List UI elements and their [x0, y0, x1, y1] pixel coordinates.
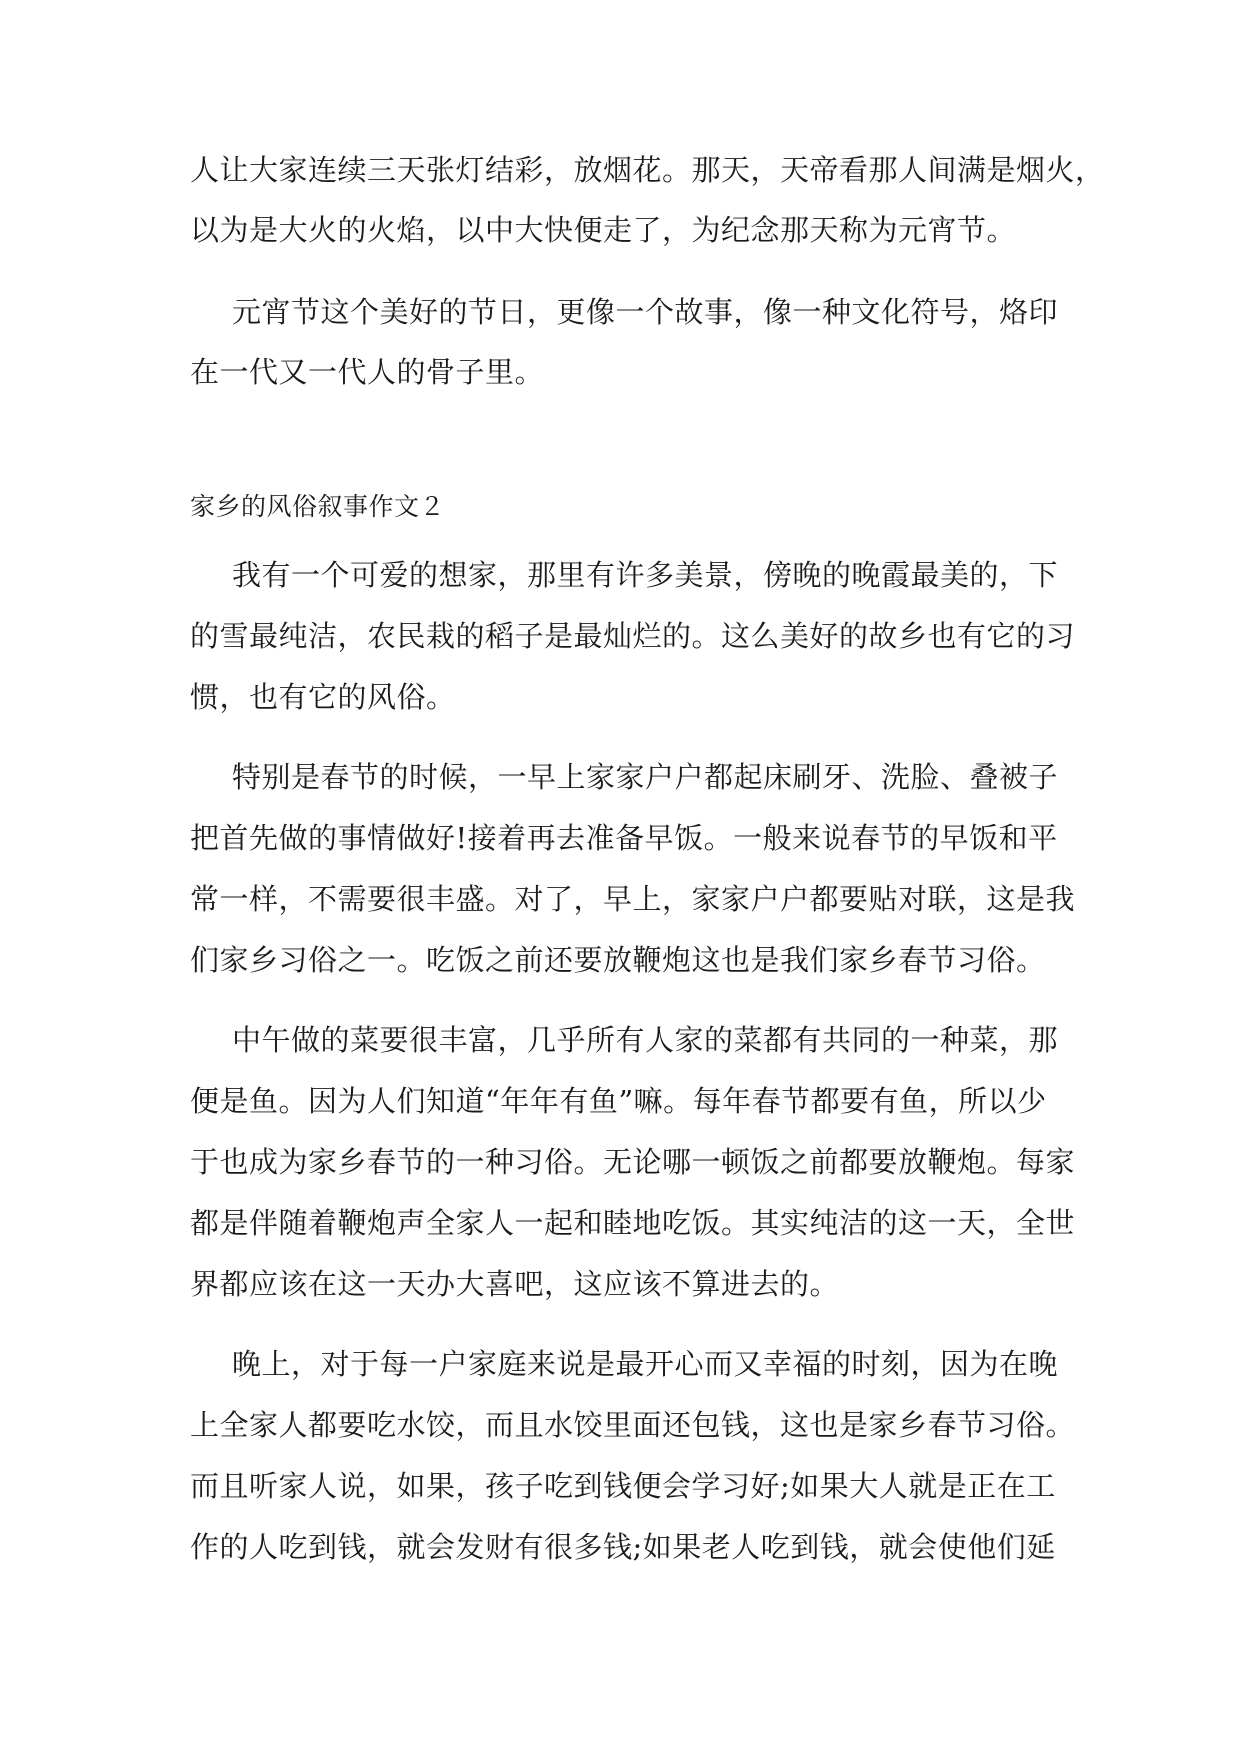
text-line: 以为是大火的火焰，以中大快便走了，为纪念那天称为元宵节。: [190, 213, 1017, 247]
text-line: 都是伴随着鞭炮声全家人一起和睦地吃饭。其实纯洁的这一天，全世: [190, 1206, 1076, 1240]
text-line: 常一样，不需要很丰盛。对了，早上，家家户户都要贴对联，这是我: [190, 882, 1076, 916]
text-line: 们家乡习俗之一。吃饭之前还要放鞭炮这也是我们家乡春节习俗。: [190, 943, 1046, 977]
text-line: 在一代又一代人的骨子里。: [190, 355, 545, 389]
paragraph-start-line: 中午做的菜要很丰富，几乎所有人家的菜都有共同的一种菜，那: [232, 1023, 1059, 1057]
paragraph-start-line: 元宵节这个美好的节日，更像一个故事，像一种文化符号，烙印: [232, 295, 1059, 329]
text-line: 人让大家连续三天张灯结彩，放烟花。那天，天帝看那人间满是烟火，: [190, 153, 1105, 187]
paragraph-start-line: 我有一个可爱的想家，那里有许多美景，傍晚的晚霞最美的，下: [232, 558, 1059, 592]
text-line: 把首先做的事情做好!接着再去准备早饭。一般来说春节的早饭和平: [190, 821, 1058, 855]
text-line: 界都应该在这一天办大喜吧，这应该不算进去的。: [190, 1267, 840, 1301]
paragraph-start-line: 特别是春节的时候，一早上家家户户都起床刷牙、洗脸、叠被子: [232, 760, 1059, 794]
paragraph-start-line: 晚上，对于每一户家庭来说是最开心而又幸福的时刻，因为在晚: [232, 1347, 1059, 1381]
section-heading: 家乡的风俗叙事作文２: [190, 492, 446, 521]
text-line: 作的人吃到钱，就会发财有很多钱;如果老人吃到钱，就会使他们延: [190, 1530, 1056, 1564]
text-line: 的雪最纯洁，农民栽的稻子是最灿烂的。这么美好的故乡也有它的习: [190, 619, 1076, 653]
text-line: 上全家人都要吃水饺，而且水饺里面还包钱，这也是家乡春节习俗。: [190, 1408, 1076, 1442]
text-line: 便是鱼。因为人们知道“年年有鱼”嘛。每年春节都要有鱼，所以少: [190, 1084, 1047, 1118]
text-line: 惯，也有它的风俗。: [190, 680, 456, 714]
text-line: 而且听家人说，如果，孩子吃到钱便会学习好;如果大人就是正在工: [190, 1469, 1056, 1503]
text-line: 于也成为家乡春节的一种习俗。无论哪一顿饭之前都要放鞭炮。每家: [190, 1145, 1076, 1179]
